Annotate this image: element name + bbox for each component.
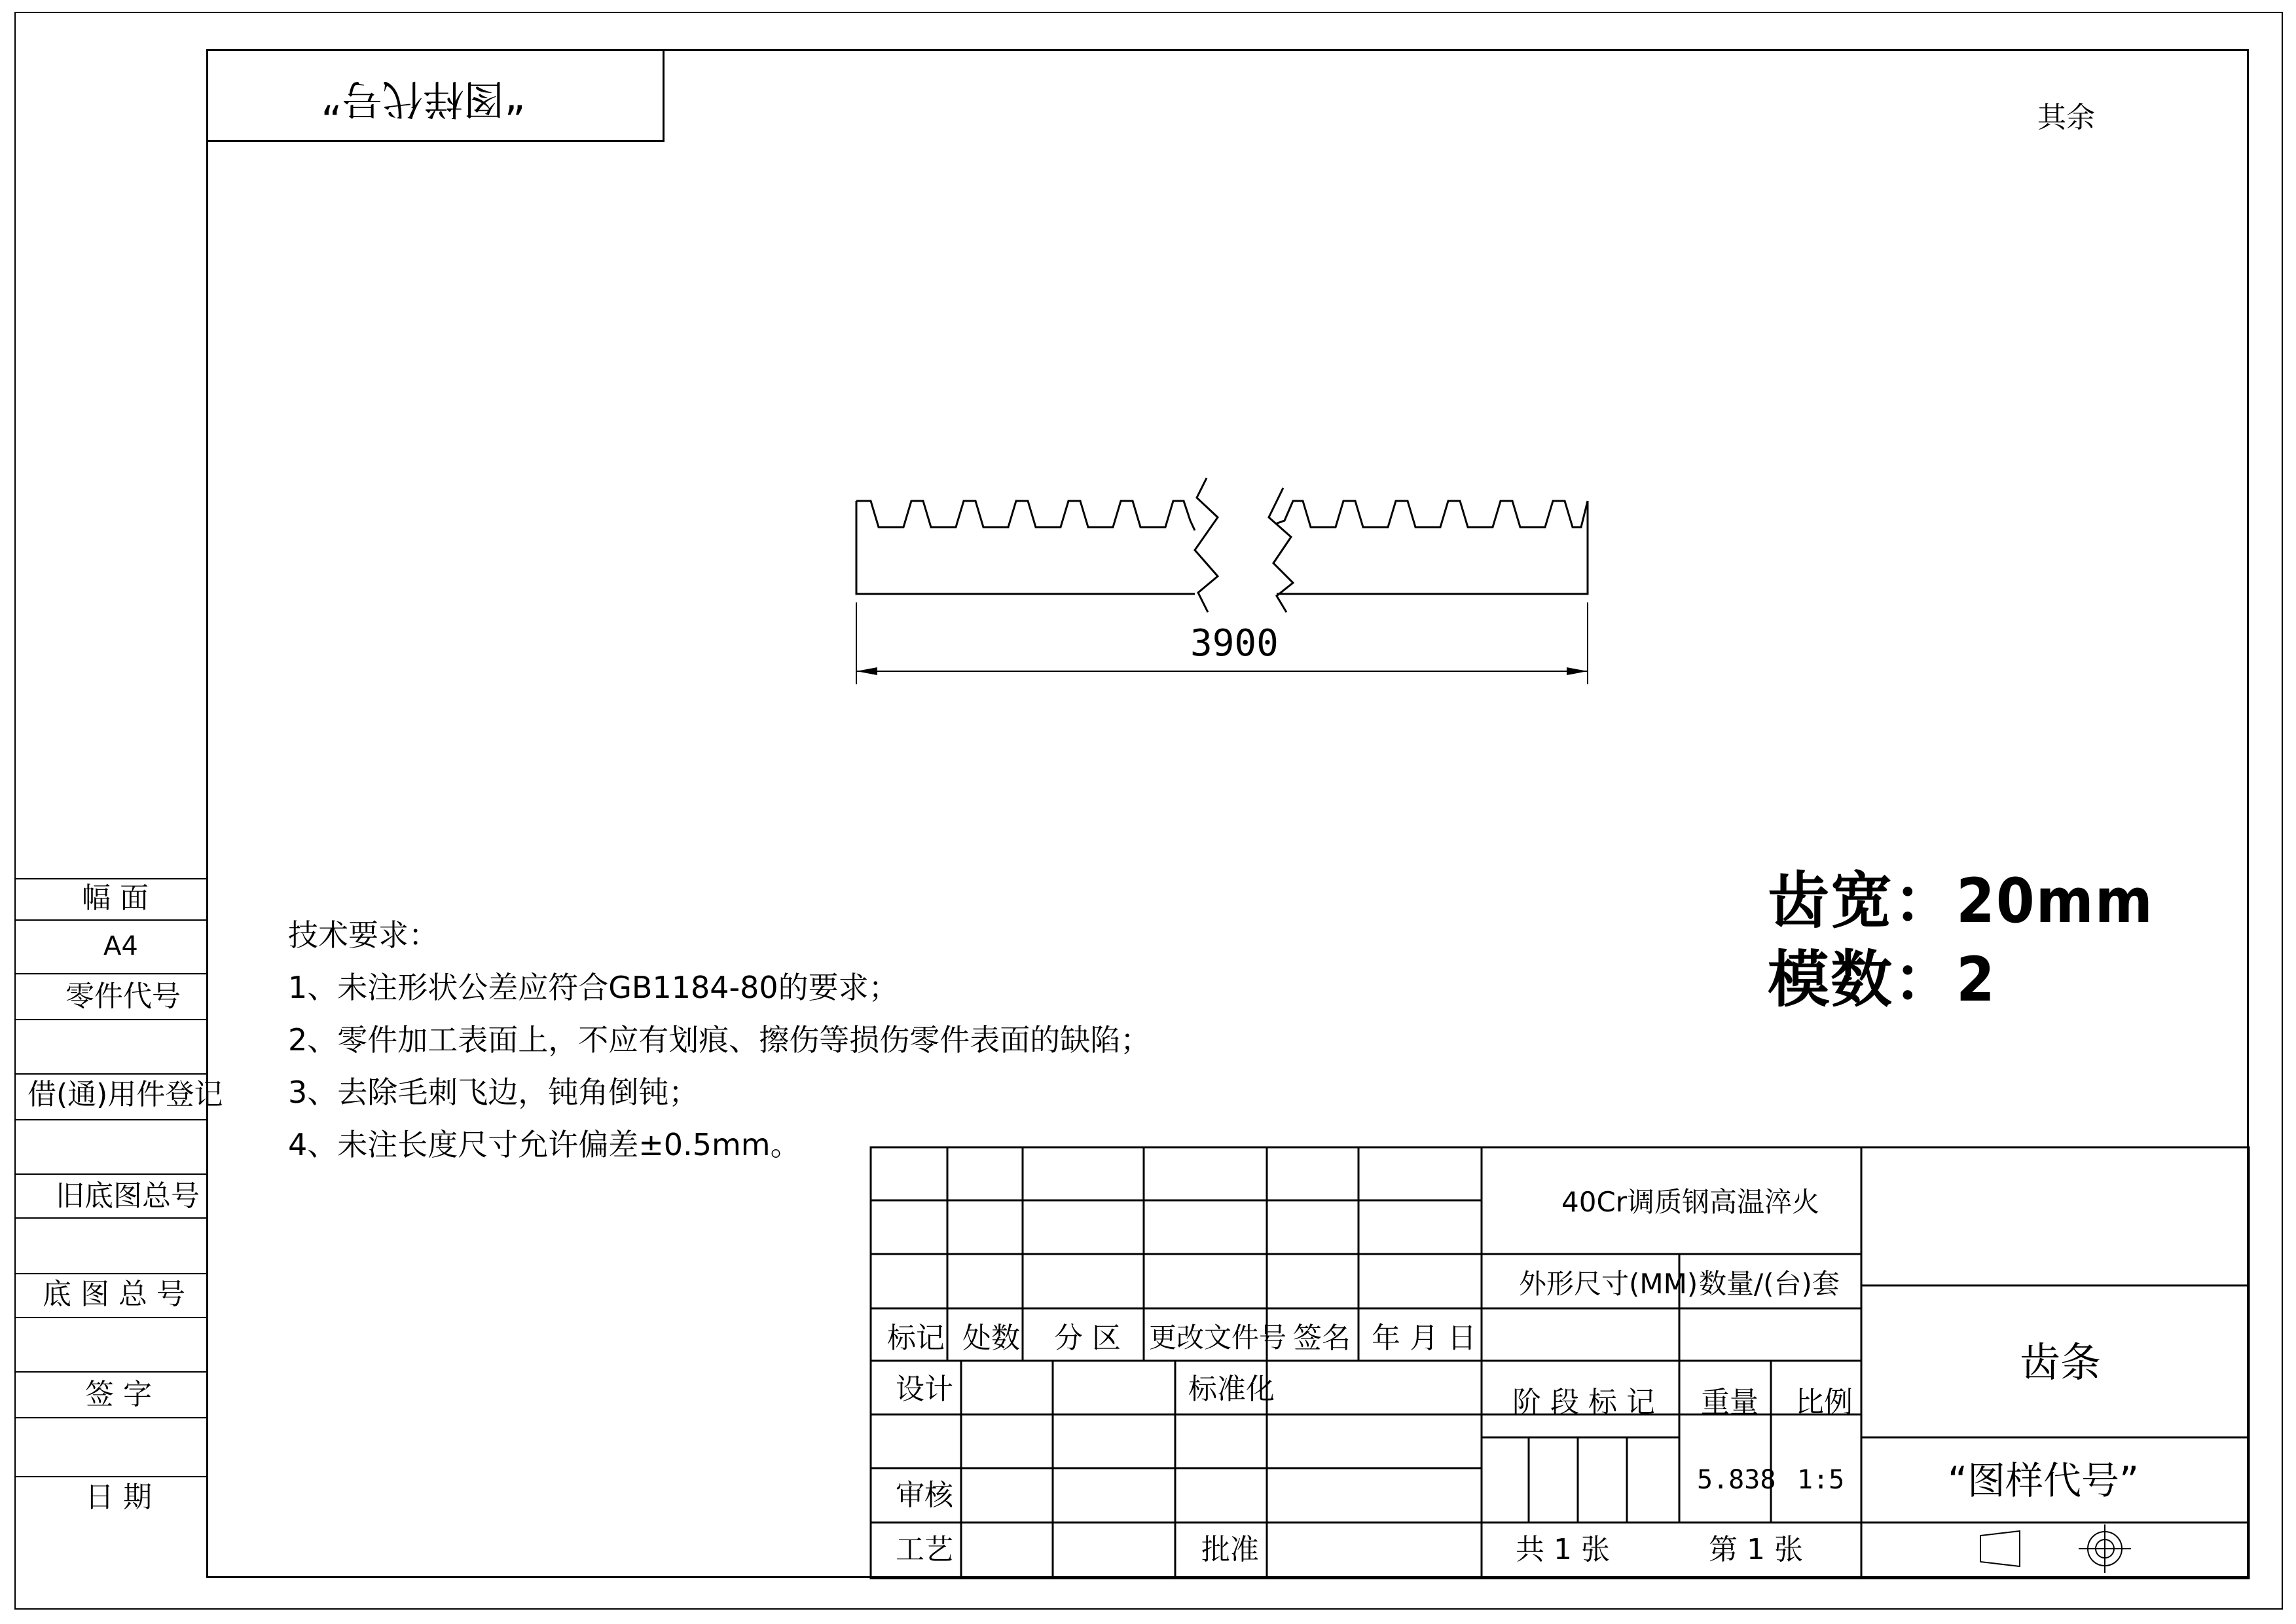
scale-value: 1:5 bbox=[1797, 1465, 1845, 1495]
side-date: 日 期 bbox=[85, 1481, 152, 1514]
dimension-label: 3900 bbox=[1190, 622, 1279, 665]
tech-req-item-3: 3、去除毛刺飞边，钝角倒钝； bbox=[288, 1075, 699, 1110]
stage-mark-label: 阶 段 标 记 bbox=[1512, 1386, 1655, 1419]
approve-label: 批准 bbox=[1201, 1533, 1259, 1566]
design-label: 设计 bbox=[896, 1373, 953, 1406]
side-old-base-no: 旧底图总号 bbox=[56, 1179, 200, 1213]
side-signature: 签 字 bbox=[85, 1378, 152, 1411]
rev-header-doc-no: 更改文件号 bbox=[1149, 1321, 1287, 1354]
sheet-number: 第 1 张 bbox=[1709, 1533, 1803, 1566]
tech-req-item-4: 4、未注长度尺寸允许偏差±0.5mm。 bbox=[288, 1127, 801, 1162]
tech-req-heading: 技术要求： bbox=[288, 917, 439, 953]
outer-size-label: 外形尺寸(MM) bbox=[1519, 1268, 1698, 1300]
review-label: 审核 bbox=[896, 1479, 953, 1512]
side-format-label: 幅 面 bbox=[82, 881, 149, 915]
rev-header-zone: 分 区 bbox=[1054, 1321, 1121, 1355]
part-name: 齿条 bbox=[2020, 1338, 2102, 1386]
tooth-width: 齿宽：20mm bbox=[1768, 866, 2154, 937]
weight-value: 5.838 bbox=[1697, 1465, 1776, 1495]
rev-header-signature: 签名 bbox=[1293, 1321, 1351, 1355]
roughness-note: 其余 bbox=[2037, 101, 2095, 134]
weight-label: 重量 bbox=[1701, 1386, 1758, 1419]
material: 40Cr调质钢高温淬火 bbox=[1561, 1186, 1820, 1218]
side-part-code: 零件代号 bbox=[65, 980, 181, 1013]
quantity-label: 数量/(台)套 bbox=[1699, 1268, 1840, 1300]
side-borrowed-register: 借(通)用件登记 bbox=[27, 1078, 223, 1111]
mirror-code-text: “图样代号” bbox=[321, 75, 526, 123]
sheet-total: 共 1 张 bbox=[1516, 1533, 1610, 1566]
process-label: 工艺 bbox=[896, 1533, 953, 1566]
drawing-code: “图样代号” bbox=[1948, 1458, 2140, 1503]
rev-header-count: 处数 bbox=[962, 1321, 1020, 1355]
tech-req-item-2: 2、零件加工表面上，不应有划痕、擦伤等损伤零件表面的缺陷； bbox=[288, 1022, 1151, 1058]
side-format-value: A4 bbox=[103, 931, 138, 961]
rev-header-date: 年 月 日 bbox=[1372, 1321, 1476, 1355]
side-base-no: 底 图 总 号 bbox=[43, 1278, 185, 1311]
module-value: 模数：2 bbox=[1768, 944, 1996, 1016]
rev-header-mark: 标记 bbox=[887, 1321, 945, 1355]
tech-req-item-1: 1、未注形状公差应符合GB1184-80的要求； bbox=[288, 970, 899, 1005]
scale-label: 比例 bbox=[1795, 1386, 1853, 1419]
standardization-label: 标准化 bbox=[1188, 1373, 1275, 1406]
